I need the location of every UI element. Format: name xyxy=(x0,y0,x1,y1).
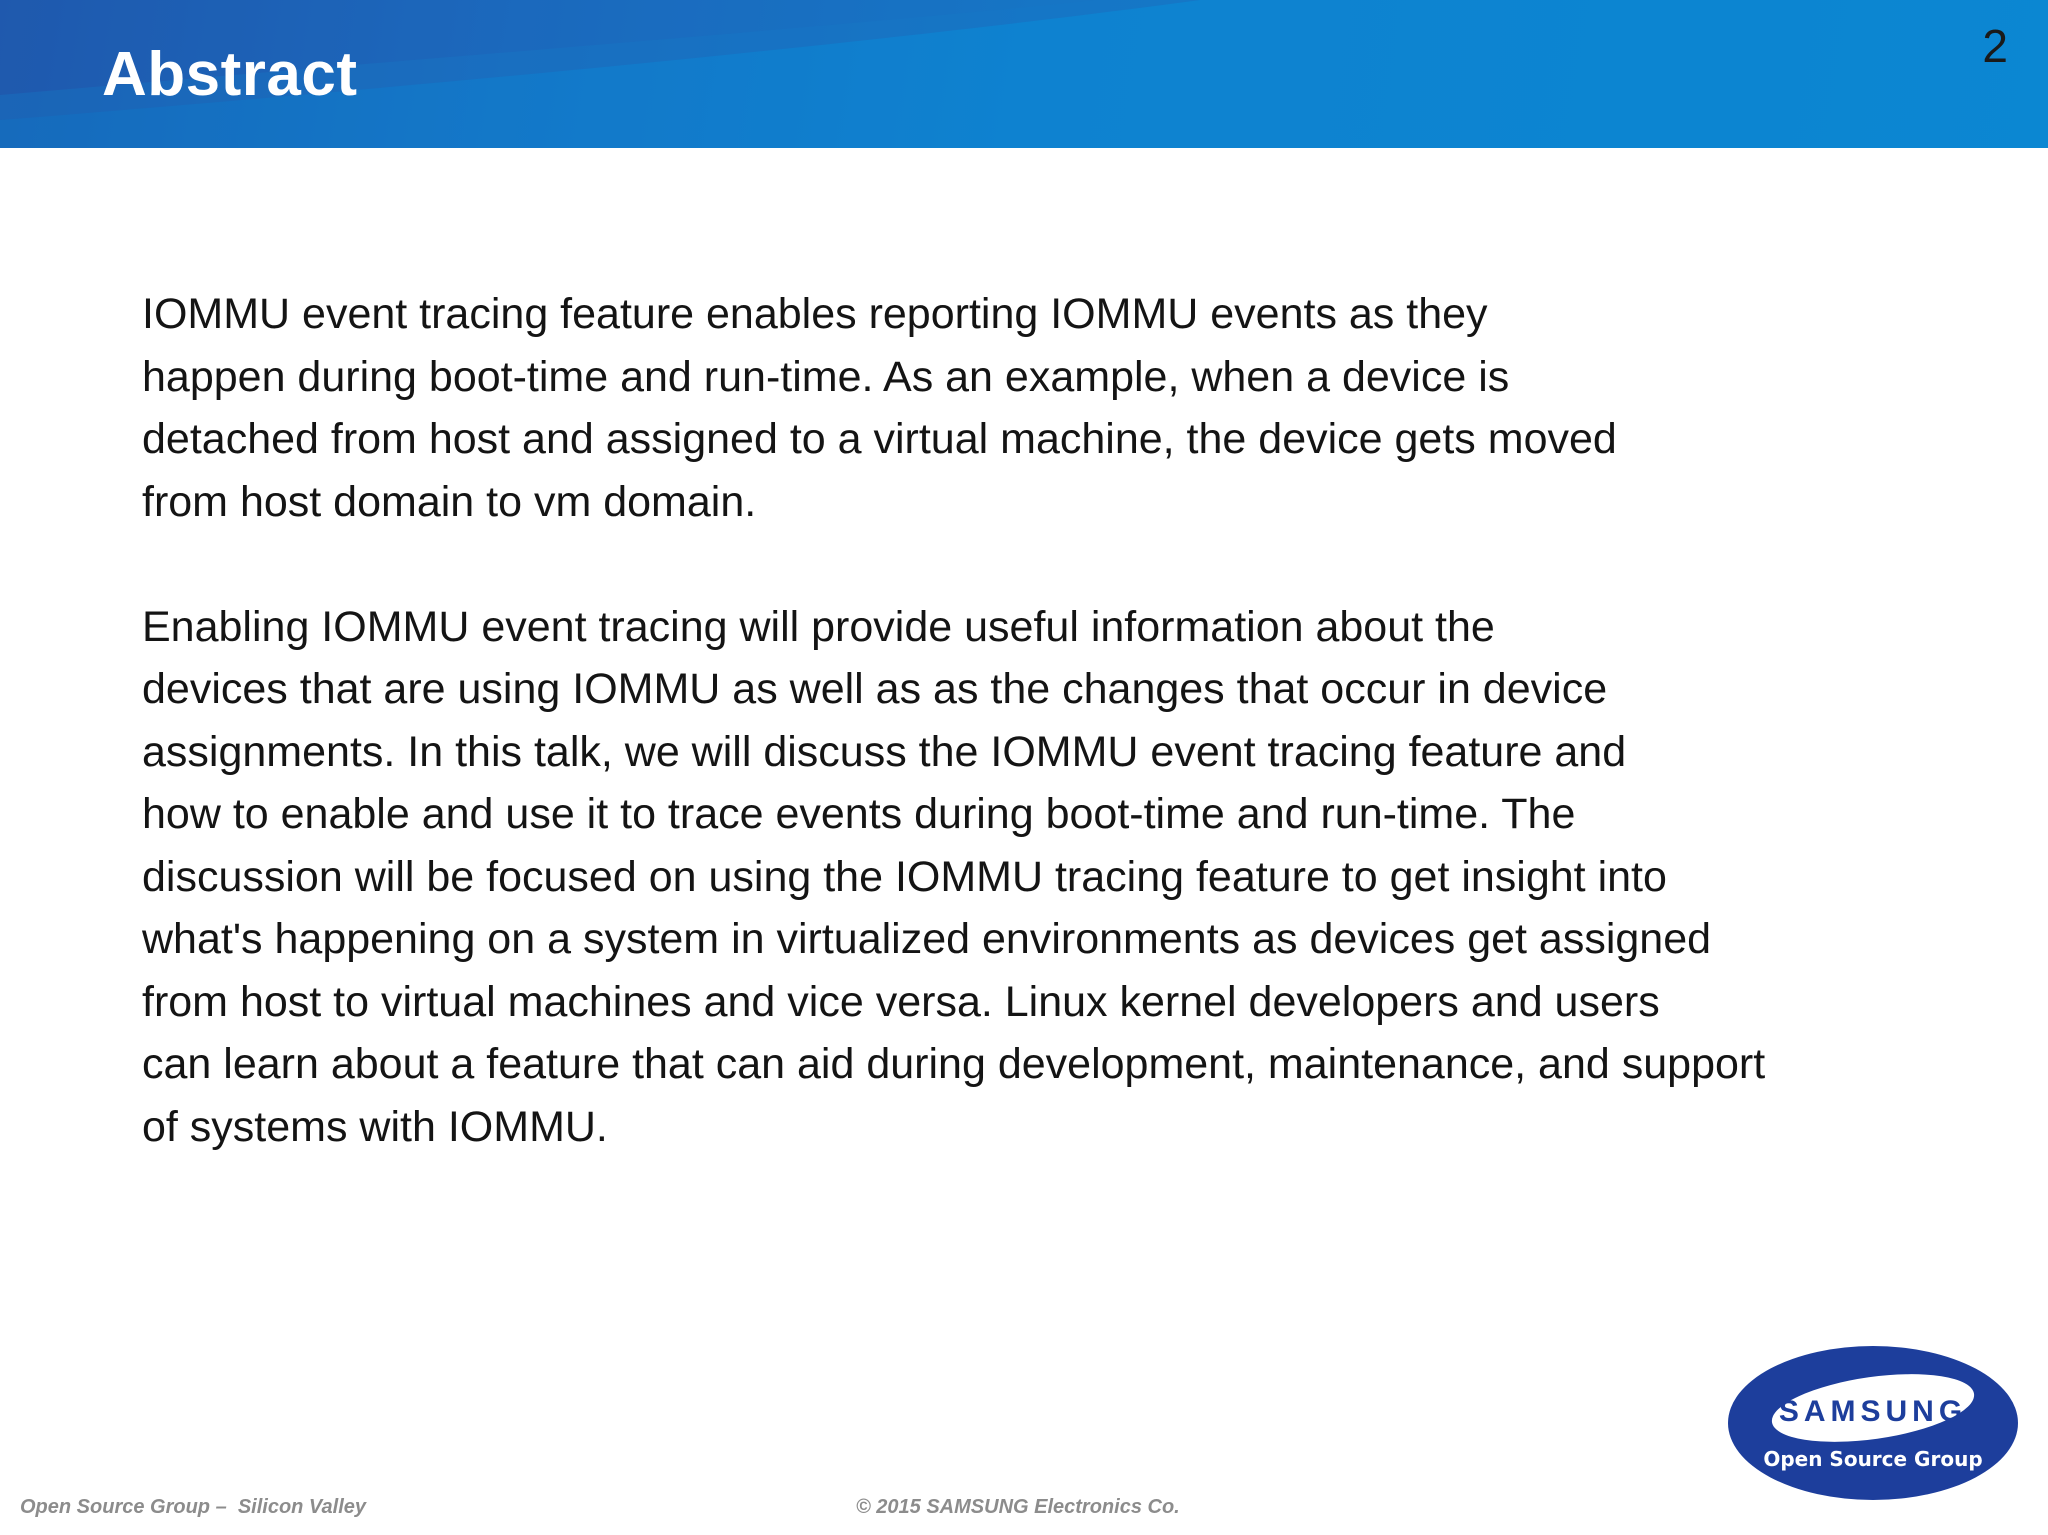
paragraph-spacer xyxy=(142,533,1962,596)
paragraph-2-line: of systems with IOMMU. xyxy=(142,1102,608,1151)
paragraph-2-line: from host to virtual machines and vice versa. Linux kernel developers and users xyxy=(142,977,1660,1026)
abstract-body xyxy=(142,283,1962,1158)
paragraph-1-line: detached from host and assigned to a virtual machine, the device gets moved xyxy=(142,415,1617,463)
paragraph-2-line: what's happening on a system in virtualized environments as devices get assigned xyxy=(142,915,1712,963)
footer-left-text: Open Source Group – Silicon Valley xyxy=(20,1496,367,1518)
paragraph-2-line: devices that are using IOMMU as well as as the changes that occur in device xyxy=(142,665,1608,713)
logo-tagline-text: Open Source Group xyxy=(1763,1447,1983,1471)
paragraph-2-line: discussion will be focused on using the IOMMU tracing feature to get insight into xyxy=(142,852,1667,901)
paragraph-1-line: from host domain to vm domain. xyxy=(142,477,757,526)
paragraph-2-line: can learn about a feature that can aid during development, maintenance, and support xyxy=(142,1040,1766,1088)
paragraph-2-line: assignments. In this talk, we will discuss the IOMMU event tracing feature and xyxy=(142,727,1627,776)
paragraph-1-line: happen during boot-time and run-time. As an example, when a device is xyxy=(142,352,1510,401)
paragraph-2-line: Enabling IOMMU event tracing will provide useful information about the xyxy=(142,602,1495,651)
paragraph-1-line: IOMMU event tracing feature enables reporting IOMMU events as they xyxy=(142,290,1488,338)
page-number: 2 xyxy=(1982,20,2008,72)
samsung-logo-graphic xyxy=(1726,1344,2020,1502)
samsung-logo-icon xyxy=(1726,1344,2020,1502)
logo-brand-text: SAMSUNG xyxy=(1778,1395,1968,1428)
paragraph-2-line: how to enable and use it to trace events during boot-time and run-time. The xyxy=(142,790,1576,838)
slide-title: Abstract xyxy=(102,40,358,109)
footer-copyright: © 2015 SAMSUNG Electronics Co. xyxy=(856,1496,1180,1518)
